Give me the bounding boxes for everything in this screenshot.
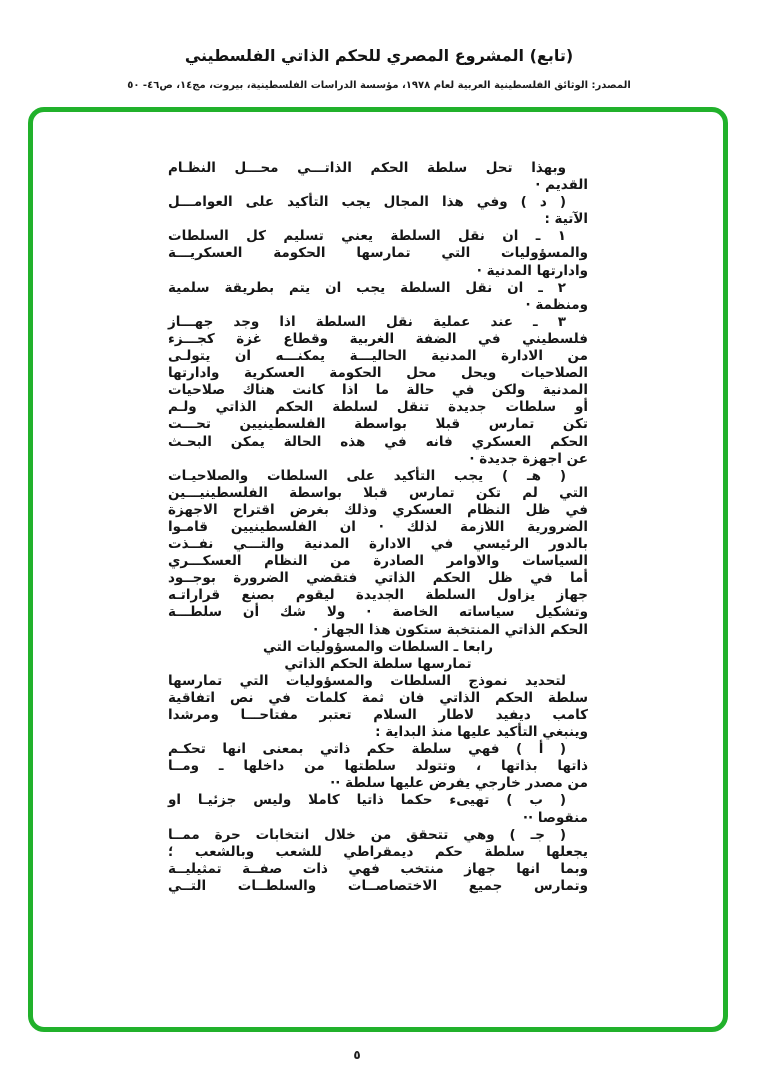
text-line: سلطة الحكم الذاتي فان ثمة كلمات في نص اتفاقية xyxy=(168,689,588,706)
text-line: وتشكيل سياساته الخاصة · ولا شك أن سلطـــة xyxy=(168,604,588,621)
text-line: ( د ) وفي هذا المجال يجب التأكيد على العوامـــل xyxy=(168,194,566,211)
page-number: ٥ xyxy=(353,1048,361,1062)
text-line: المدنية ولكن في حالة ما اذا كانت هناك صلاحيات xyxy=(168,382,588,399)
text-column xyxy=(168,160,588,895)
text-line: ١ ـ ان نقل السلطة يعني تسليم كل السلطات xyxy=(168,228,566,245)
text-line: في ظل النظام العسكري وذلك بغرض اقتراح الاجهزة xyxy=(168,501,588,518)
text-line: ٢ ـ ان نقل السلطة يجب ان يتم بطريقة سلمية xyxy=(168,279,566,296)
text-line: ( ب ) تهيىء حكما ذاتيا كاملا وليس جزئيـا او xyxy=(168,792,566,809)
green-border-frame xyxy=(28,107,728,1032)
text-line: ومنظمة · xyxy=(525,296,588,313)
text-line: وبما انها جهاز منتخب فهي ذات صفــة تمثيليــة xyxy=(168,860,588,877)
text-line: عن اجهزة جديدة · xyxy=(469,450,588,467)
text-line: ( جـ ) وهي تتحقق من خلال انتخابات حرة ممــا xyxy=(168,826,566,843)
text-line: يجعلها سلطة حكم ديمقراطي للشعب وبالشعب ؛ xyxy=(168,843,588,860)
text-line: وينبغي التأكيد عليها منذ البداية : xyxy=(375,724,588,741)
text-line: فلسطيني في الضفة الغربية وقطاع غزة كجـــزء xyxy=(168,330,588,347)
source-citation: المصدر: الوثائق الفلسطينية العربية لعام ١٩٧٨، مؤسسة الدراسات الفلسطينية، بيروت، مج١٤، ص٤٦- ٥٠ xyxy=(127,80,631,91)
text-line: ٣ ـ عند عملية نقل السلطة اذا وجد جهـــاز xyxy=(168,313,566,330)
section-heading: تمارسها سلطة الحكم الذاتي xyxy=(284,655,472,672)
text-line: بالدور الرئيسي في الادارة المدنية والتـــي نفــذت xyxy=(168,536,588,553)
text-line: والمسؤوليات التي تمارسها الحكومة العسكريـــة xyxy=(168,245,588,262)
text-line: كامب ديفيد لاطار السلام تعتبر مفتاحـــا ومرشدا xyxy=(168,707,588,723)
text-line: الصلاحيات ويحل محل الحكومة العسكرية وادارتها xyxy=(168,365,588,382)
text-line: من الادارة المدنية الحاليـــة يمكنـــه ان يتولـى xyxy=(168,348,588,365)
text-line: ( هـ ) يجب التأكيد على السلطات والصلاحيـات xyxy=(168,467,566,484)
text-line: التي لم تكن تمارس قبلا بواسطة الفلسطينيـــين xyxy=(168,484,588,501)
text-line: الحكم العسكري فانه في هذه الحالة يمكن البحـث xyxy=(168,433,588,450)
text-line: أو سلطات جديدة تنقل لسلطة الحكم الذاتي ولـم xyxy=(168,399,588,416)
text-line: وادارتها المدنية · xyxy=(476,262,588,279)
text-line: من مصدر خارجي يفرض عليها سلطة ·· xyxy=(330,775,588,792)
document-title: (تابع) المشروع المصري للحكم الذاتي الفلسطيني xyxy=(184,46,574,65)
text-line: تكن تمارس قبلا بواسطة الفلسطينيين تحـــت xyxy=(168,416,588,433)
text-line: وبهذا تحل سلطة الحكم الذاتـــي محـــل النظـام xyxy=(168,160,566,176)
text-line: ( أ ) فهي سلطة حكم ذاتي بمعنى انها تحكـم xyxy=(168,741,566,758)
text-line: وتمارس جميع الاختصاصــات والسلطــات التــي xyxy=(168,877,588,894)
section-heading: رابعا ـ السلطات والمسؤوليات التي xyxy=(262,638,494,655)
text-line: لتحديد نموذج السلطات والمسؤوليات التي تمارسها xyxy=(168,672,566,689)
text-line: الضرورية اللازمة لذلك · ان الفلسطينيين قامـوا xyxy=(168,518,588,535)
text-line: جهاز يزاول السلطة الجديدة ليقوم بصنع قراراتـه xyxy=(168,587,588,604)
text-line: القديم · xyxy=(535,177,588,194)
text-line: أما في ظل الحكم الذاتي فتقضي الضرورة بوجــود xyxy=(168,570,588,587)
text-line: الحكم الذاتي المنتخبة ستكون هذا الجهاز · xyxy=(313,621,588,638)
text-line: الآتية : xyxy=(544,211,588,228)
text-line: ذاتها بذاتها ، وتتولد سلطتها من داخلها ـ ومــا xyxy=(168,758,588,775)
text-line: السياسات والاوامر الصادرة من النظام العسكـــري xyxy=(168,553,588,570)
text-line: منقوصا ·· xyxy=(522,809,588,826)
